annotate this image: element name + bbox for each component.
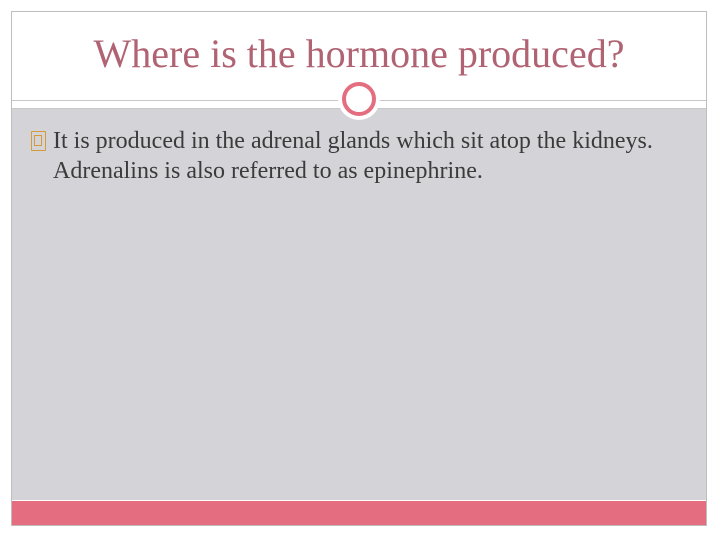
missing-glyph-box-icon [31, 131, 46, 151]
ring-shape [342, 82, 376, 116]
body-text-block [31, 126, 691, 186]
footer-bar [12, 501, 706, 525]
slide-title: Where is the hormone produced? [93, 31, 625, 76]
bullet-text: It is produced in the adrenal glands which sit atop the kidneys. Adrenalins is also referred to as epinephrine. [53, 128, 653, 184]
circle-ornament-icon [338, 78, 380, 120]
bullet-item [31, 126, 691, 186]
